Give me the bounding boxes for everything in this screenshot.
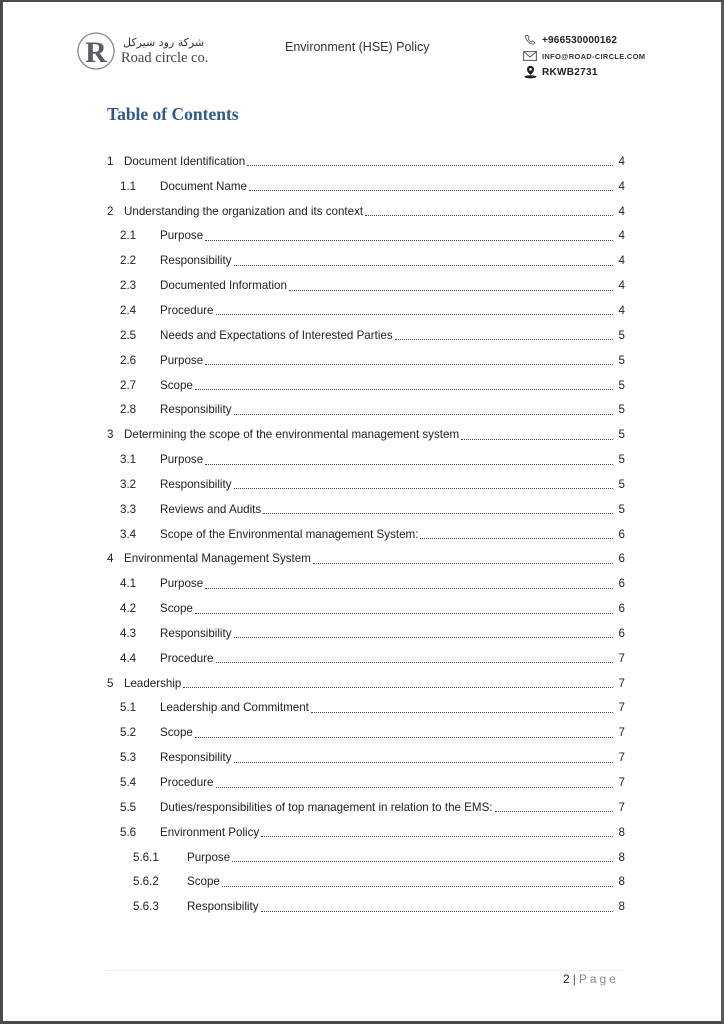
contact-email (522, 48, 672, 64)
toc-dot-leader (222, 885, 613, 887)
toc-entry-page: 4 (618, 279, 625, 293)
toc-entry-number: 3.1 (120, 453, 137, 467)
toc-entry-number: 5.4 (120, 776, 137, 790)
toc-entry-number: 1.1 (120, 179, 137, 193)
toc-entry[interactable] (107, 770, 625, 795)
toc-entry-page: 5 (618, 428, 625, 442)
toc-entry[interactable] (107, 869, 625, 894)
contact-code (522, 64, 672, 80)
toc-entry-page: 7 (618, 676, 625, 690)
toc-entry[interactable] (107, 820, 625, 845)
toc-entry-label[interactable]: Needs and Expectations of Interested Parties (160, 328, 393, 342)
toc-dot-leader (261, 910, 613, 912)
toc-entry-page: 7 (618, 751, 625, 765)
toc-entry[interactable] (107, 696, 625, 721)
toc-entry-number: 5.3 (120, 751, 137, 765)
toc-entry[interactable] (107, 447, 625, 472)
toc-dot-leader (495, 810, 613, 812)
toc-entry-page: 4 (618, 154, 625, 168)
toc-entry[interactable] (107, 298, 625, 323)
toc-entry-label[interactable]: Determining the scope of the environmental management system (124, 428, 460, 442)
toc-entry-label[interactable]: Scope (160, 378, 193, 392)
toc-entry-number: 2.5 (120, 328, 137, 342)
toc-entry-number: 2.4 (120, 303, 137, 317)
toc-dot-leader (195, 612, 613, 614)
toc-dot-leader (234, 636, 613, 638)
toc-dot-leader (289, 289, 613, 291)
toc-entry-number: 5.6 (120, 825, 137, 839)
toc-entry-number: 4.2 (120, 602, 137, 616)
footer-separator: | (572, 972, 576, 986)
toc-entry-label[interactable]: Environment Policy (160, 825, 260, 839)
toc-dot-leader (365, 214, 613, 216)
toc-entry-number: 5 (107, 676, 114, 690)
toc-entry[interactable] (107, 323, 625, 348)
toc-entry-page: 4 (618, 254, 625, 268)
toc-entry-label[interactable]: Purpose (160, 453, 204, 467)
toc-entry-label[interactable]: Scope of the Environmental management System: (160, 527, 419, 541)
toc-entry[interactable] (107, 571, 625, 596)
toc-entry-page: 4 (618, 179, 625, 193)
toc-entry-number: 3.2 (120, 477, 137, 491)
toc-entry[interactable] (107, 894, 625, 919)
toc-entry-number: 2.6 (120, 353, 137, 367)
toc-entry-page: 8 (618, 875, 625, 889)
toc-entry-page: 7 (618, 701, 625, 715)
toc-entry-label[interactable]: Purpose (187, 850, 231, 864)
toc-entry[interactable] (107, 522, 625, 547)
toc-dot-leader (216, 313, 614, 315)
toc-dot-leader (461, 438, 613, 440)
toc-entry-label[interactable]: Responsibility (160, 403, 232, 417)
phone-number: +966530000162 (542, 34, 618, 46)
toc-dot-leader (195, 736, 613, 738)
table-of-contents (107, 149, 625, 919)
toc-entry-number: 5.2 (120, 726, 137, 740)
toc-dot-leader (313, 562, 613, 564)
toc-entry-page: 5 (618, 502, 625, 516)
toc-entry-page: 5 (618, 353, 625, 367)
toc-entry-page: 7 (618, 726, 625, 740)
toc-dot-leader (234, 761, 613, 763)
toc-entry-page: 4 (618, 204, 625, 218)
toc-entry-page: 5 (618, 328, 625, 342)
toc-dot-leader (234, 487, 613, 489)
toc-entry-number: 2.1 (120, 229, 137, 243)
toc-entry-number: 5.6.3 (133, 900, 159, 914)
toc-entry-number: 5.6.2 (133, 875, 159, 889)
toc-entry-label[interactable]: Duties/responsibilities of top management in relation to the EMS: (160, 800, 493, 814)
toc-entry-page: 6 (618, 602, 625, 616)
toc-dot-leader (232, 860, 613, 862)
toc-dot-leader (249, 189, 613, 191)
toc-entry-number: 2.3 (120, 279, 137, 293)
toc-entry[interactable] (107, 348, 625, 373)
toc-entry-label[interactable]: Procedure (160, 303, 214, 317)
toc-entry-page: 5 (618, 477, 625, 491)
toc-entry-number: 5.6.1 (133, 850, 159, 864)
toc-entry-label[interactable]: Reviews and Audits (160, 502, 262, 516)
toc-entry-page: 4 (618, 229, 625, 243)
phone-icon (522, 33, 538, 47)
toc-entry[interactable] (107, 621, 625, 646)
toc-entry-number: 4.4 (120, 651, 137, 665)
toc-entry-page: 6 (618, 577, 625, 591)
toc-entry-label[interactable]: Responsibility (160, 626, 232, 640)
toc-entry-number: 3.3 (120, 502, 137, 516)
toc-entry[interactable] (107, 149, 625, 174)
toc-entry-page: 7 (618, 651, 625, 665)
document-title: Environment (HSE) Policy (285, 40, 430, 54)
toc-dot-leader (247, 164, 613, 166)
toc-dot-leader (234, 413, 613, 415)
toc-entry-label[interactable]: Scope (187, 875, 220, 889)
toc-entry-number: 3.4 (120, 527, 137, 541)
toc-entry-number: 3 (107, 428, 114, 442)
toc-entry-number: 4 (107, 552, 114, 566)
toc-entry[interactable] (107, 547, 625, 572)
toc-entry-page: 5 (618, 403, 625, 417)
toc-entry-label[interactable]: Scope (160, 602, 193, 616)
toc-entry-page: 8 (618, 900, 625, 914)
location-pin-icon (522, 65, 538, 79)
page-label: Page (578, 972, 619, 986)
toc-entry-number: 2.8 (120, 403, 137, 417)
toc-entry[interactable] (107, 671, 625, 696)
toc-entry-label[interactable]: Scope (160, 726, 193, 740)
toc-entry-number: 5.1 (120, 701, 137, 715)
toc-dot-leader (216, 786, 614, 788)
toc-entry-page: 7 (618, 776, 625, 790)
company-name: Road circle co. (121, 50, 209, 66)
toc-entry[interactable] (107, 224, 625, 249)
toc-entry-label[interactable]: Procedure (160, 776, 214, 790)
toc-dot-leader (234, 264, 613, 266)
toc-entry-label[interactable]: Environmental Management System (124, 552, 311, 566)
toc-entry-label[interactable]: Leadership (124, 676, 182, 690)
toc-entry[interactable] (107, 795, 625, 820)
toc-dot-leader (205, 363, 613, 365)
toc-entry-page: 6 (618, 552, 625, 566)
contact-block (522, 32, 672, 80)
toc-dot-leader (216, 661, 614, 663)
toc-dot-leader (311, 711, 613, 713)
toc-entry-label[interactable]: Responsibility (160, 477, 232, 491)
toc-entry[interactable] (107, 596, 625, 621)
toc-entry-number: 4.1 (120, 577, 137, 591)
toc-title: Table of Contents (107, 104, 239, 124)
toc-dot-leader (395, 338, 613, 340)
toc-entry[interactable] (107, 273, 625, 298)
toc-dot-leader (183, 686, 613, 688)
email-address: INFO@ROAD-CIRCLE.COM (542, 51, 646, 61)
toc-entry-label[interactable]: Responsibility (187, 900, 259, 914)
toc-entry[interactable] (107, 472, 625, 497)
company-name-arabic: شركة رود سيركل (123, 36, 205, 49)
toc-entry-label[interactable]: Leadership and Commitment (160, 701, 309, 715)
toc-entry-label[interactable]: Procedure (160, 651, 214, 665)
toc-entry[interactable] (107, 199, 625, 224)
toc-entry-label[interactable]: Purpose (160, 577, 204, 591)
page-number: 2 (563, 972, 570, 986)
toc-entry-page: 5 (618, 378, 625, 392)
toc-entry-label[interactable]: Responsibility (160, 751, 232, 765)
toc-entry[interactable] (107, 845, 625, 870)
toc-entry-label[interactable]: Document Name (160, 179, 247, 193)
toc-entry[interactable] (107, 397, 625, 422)
toc-entry-number: 4.3 (120, 626, 137, 640)
road-circle-logo-icon (76, 31, 116, 71)
contact-phone (522, 32, 672, 48)
toc-entry[interactable] (107, 373, 625, 398)
toc-entry[interactable] (107, 497, 625, 522)
toc-entry-page: 6 (618, 626, 625, 640)
toc-entry-number: 5.5 (120, 800, 137, 814)
toc-entry-label[interactable]: Document Identification (124, 154, 246, 168)
toc-entry-label[interactable]: Purpose (160, 353, 204, 367)
footer-divider (105, 970, 625, 971)
toc-entry-label[interactable]: Purpose (160, 229, 204, 243)
toc-dot-leader (420, 537, 613, 539)
toc-entry-page: 4 (618, 303, 625, 317)
toc-dot-leader (205, 463, 613, 465)
toc-entry-number: 2.2 (120, 254, 137, 268)
toc-entry[interactable] (107, 720, 625, 745)
toc-entry-label[interactable]: Documented Information (160, 279, 287, 293)
toc-entry[interactable] (107, 646, 625, 671)
toc-entry-label[interactable]: Understanding the organization and its context (124, 204, 364, 218)
toc-entry-page: 8 (618, 850, 625, 864)
company-logo (76, 31, 216, 75)
toc-dot-leader (263, 512, 613, 514)
toc-entry[interactable] (107, 745, 625, 770)
toc-entry-number: 1 (107, 154, 114, 168)
toc-dot-leader (205, 239, 613, 241)
toc-dot-leader (261, 835, 613, 837)
toc-entry[interactable] (107, 248, 625, 273)
toc-entry-label[interactable]: Responsibility (160, 254, 232, 268)
toc-entry-page: 6 (618, 527, 625, 541)
toc-entry-page: 8 (618, 825, 625, 839)
registration-code: RKWB2731 (542, 66, 598, 78)
toc-entry-page: 5 (618, 453, 625, 467)
toc-entry-number: 2.7 (120, 378, 137, 392)
mail-icon (522, 49, 538, 63)
toc-entry[interactable] (107, 422, 625, 447)
logo-letter: R (85, 36, 107, 69)
toc-entry[interactable] (107, 174, 625, 199)
toc-entry-number: 2 (107, 204, 114, 218)
page-footer (563, 972, 619, 986)
toc-dot-leader (205, 587, 613, 589)
toc-dot-leader (195, 388, 613, 390)
toc-entry-page: 7 (618, 800, 625, 814)
